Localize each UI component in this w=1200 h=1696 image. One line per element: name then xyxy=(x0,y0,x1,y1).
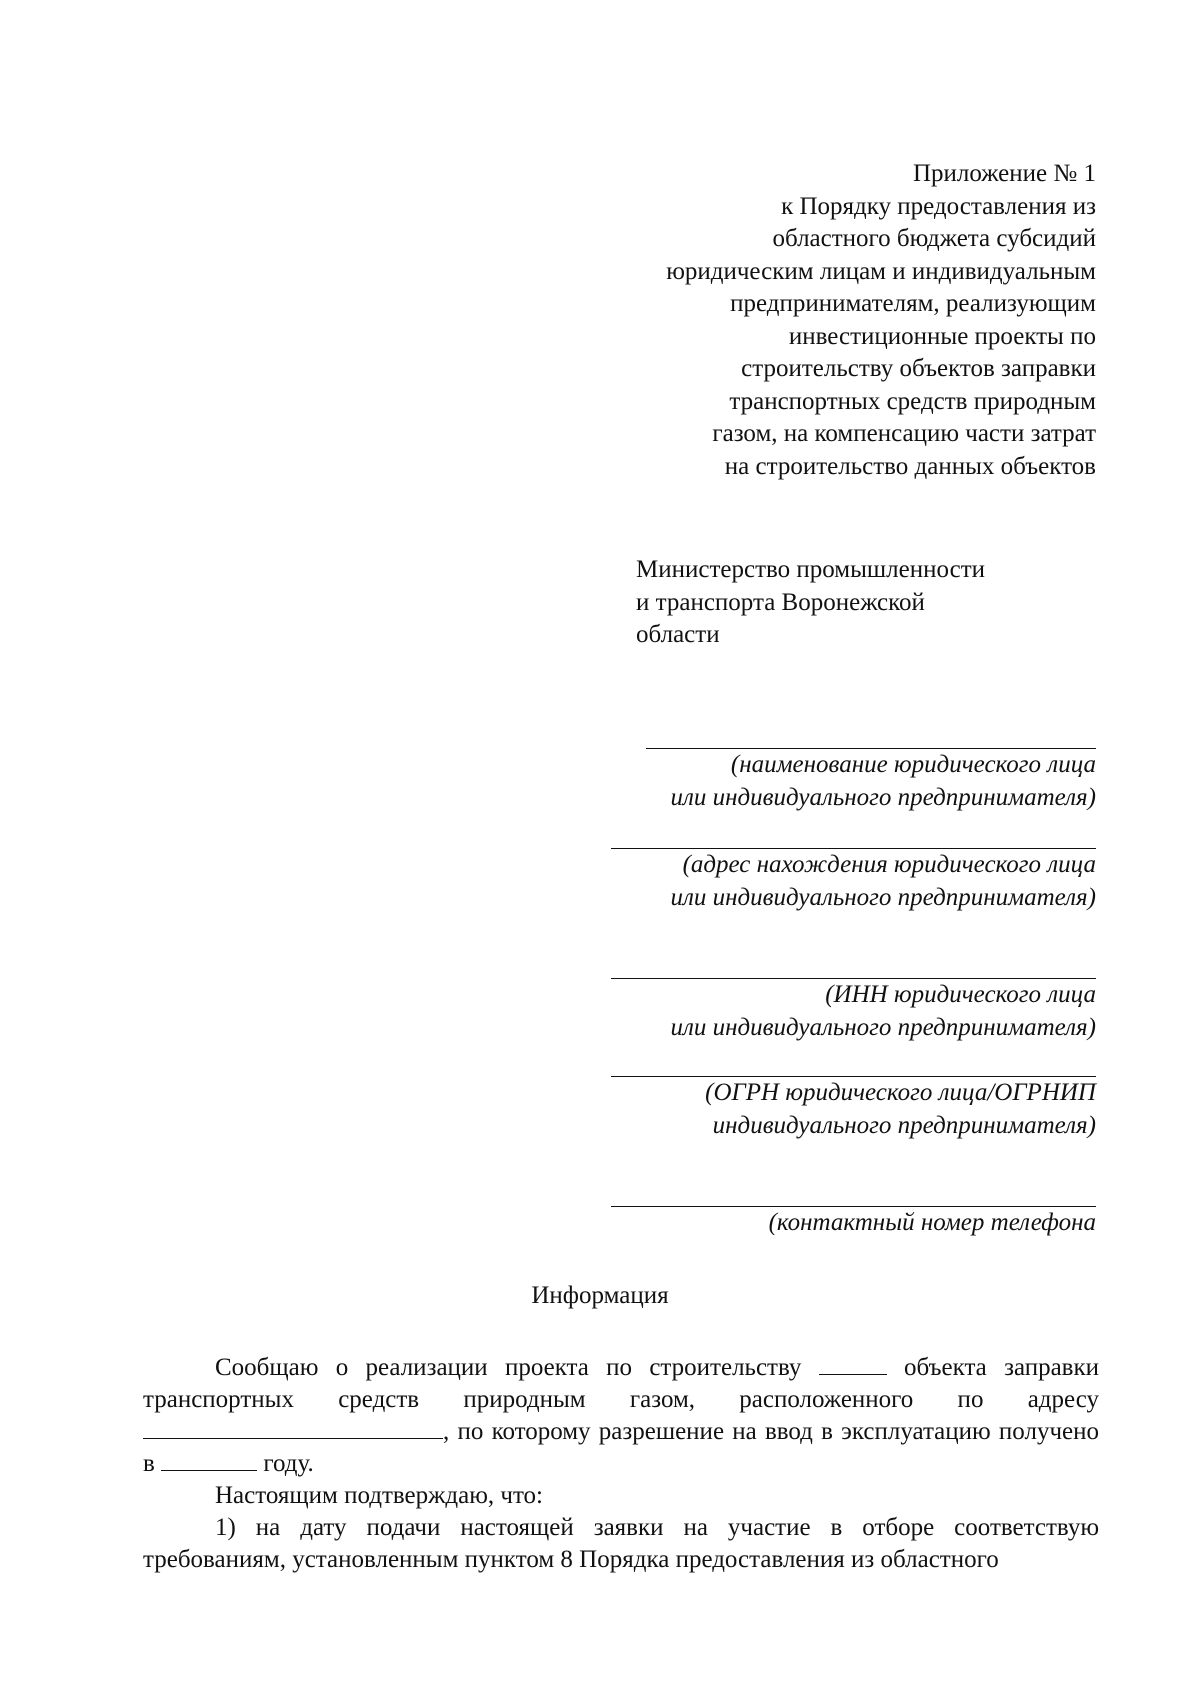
field-caption: (наименование юридического лица xyxy=(730,751,1096,778)
appendix-line: газом, на компенсацию части затрат xyxy=(712,420,1096,447)
blank-year[interactable] xyxy=(161,1450,257,1471)
ministry-addressee xyxy=(636,554,1106,652)
field-caption: индивидуального предпринимателя) xyxy=(712,1111,1096,1139)
appendix-line: инвестиционные проекты по xyxy=(788,322,1096,350)
paragraph-item-1: 1) на дату подачи настоящей заявки на участие в отборе соответствую требованиям, установленным пунктом 8 Порядка предоставления из областного xyxy=(143,1514,1099,1573)
ministry-line: и транспорта Воронежской xyxy=(636,588,925,616)
appendix-line: строительству объектов заправки xyxy=(741,355,1096,382)
paragraph-text: объекта заправки транспортных средств природным газом, расположенного по адресу xyxy=(143,1354,1100,1413)
field-caption: (ОГРН юридического лица/ОГРНИП xyxy=(705,1079,1096,1106)
information-title: Информация xyxy=(531,1282,669,1309)
field-caption: (контактный номер телефона xyxy=(768,1209,1096,1236)
appendix-line: на строительство данных объектов xyxy=(724,452,1096,480)
field-caption: (ИНН юридического лица xyxy=(825,981,1096,1008)
ministry-line: области xyxy=(636,621,720,648)
appendix-line: предпринимателям, реализующим xyxy=(730,290,1096,317)
applicant-address-field xyxy=(611,848,1096,914)
applicant-name-field xyxy=(646,748,1096,814)
applicant-ogrn-field xyxy=(611,1076,1096,1142)
paragraph-project xyxy=(143,1352,1099,1480)
blank-address[interactable] xyxy=(143,1418,443,1439)
contact-phone-field xyxy=(611,1206,1096,1240)
appendix-line: областного бюджета субсидий xyxy=(772,225,1096,252)
appendix-header xyxy=(536,158,1096,483)
appendix-line: Приложение № 1 xyxy=(912,160,1096,187)
applicant-inn-field xyxy=(611,978,1096,1044)
field-caption: (адрес нахождения юридического лица xyxy=(682,851,1096,878)
appendix-line: к Порядку предоставления из xyxy=(781,192,1096,220)
paragraph-text: году. xyxy=(263,1450,314,1477)
paragraph-text: , по которому разрешение на ввод в эксплуатацию получено в xyxy=(143,1418,1099,1477)
field-caption: или индивидуального предпринимателя) xyxy=(670,1013,1096,1041)
paragraph-confirm: Настоящим подтверждаю, что: xyxy=(215,1482,544,1509)
information-body xyxy=(143,1352,1099,1576)
field-caption: или индивидуального предпринимателя) xyxy=(670,783,1096,811)
appendix-line: юридическим лицам и индивидуальным xyxy=(666,257,1096,285)
field-caption: или индивидуального предпринимателя) xyxy=(670,883,1096,911)
ministry-line: Министерство промышленности xyxy=(636,556,986,583)
blank-count[interactable] xyxy=(819,1354,887,1375)
paragraph-text: Сообщаю о реализации проекта по строительству xyxy=(215,1354,802,1381)
appendix-line: транспортных средств природным xyxy=(729,387,1096,415)
